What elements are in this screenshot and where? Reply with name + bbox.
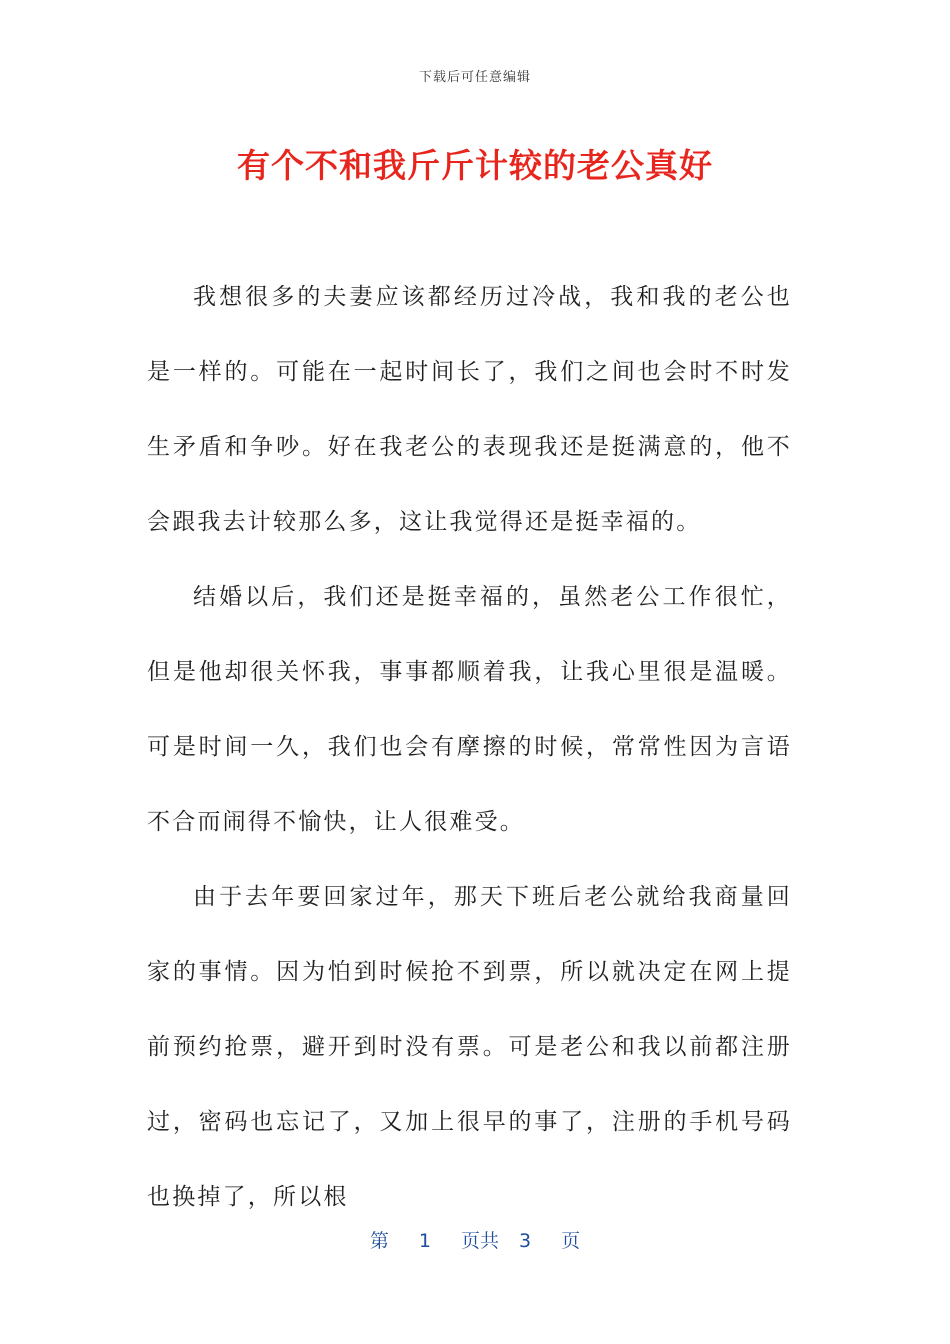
footer-current-page: 1 [418, 1230, 431, 1252]
document-title: 有个不和我斤斤计较的老公真好 [237, 146, 713, 185]
document-body [147, 260, 792, 1235]
footer-page-suffix: 页 [561, 1230, 581, 1252]
paragraph-2: 结婚以后，我们还是挺幸福的，虽然老公工作很忙，但是他却很关怀我，事事都顺着我，让我心里很是温暖。可是时间一久，我们也会有摩擦的时候，常常性因为言语不合而闹得不愉快，让人很难受。 [147, 584, 792, 835]
page-footer [0, 1226, 950, 1253]
header-note: 下载后可任意编辑 [418, 70, 531, 85]
footer-total-pages: 3 [519, 1230, 532, 1252]
paragraph-1: 我想很多的夫妻应该都经历过冷战，我和我的老公也是一样的。可能在一起时间长了，我们之间也会时不时发生矛盾和争吵。好在我老公的表现我还是挺满意的，他不会跟我去计较那么多，这让我觉得还是挺幸福的。 [147, 284, 792, 535]
footer-page-prefix: 第 [369, 1230, 389, 1252]
footer-page-mid: 页共 [460, 1230, 499, 1252]
paragraph-3: 由于去年要回家过年，那天下班后老公就给我商量回家的事情。因为怕到时候抢不到票，所以就决定在网上提前预约抢票，避开到时没有票。可是老公和我以前都注册过，密码也忘记了，又加上很早的事了，注册的手机号码也换掉了，所以根 [147, 884, 792, 1210]
